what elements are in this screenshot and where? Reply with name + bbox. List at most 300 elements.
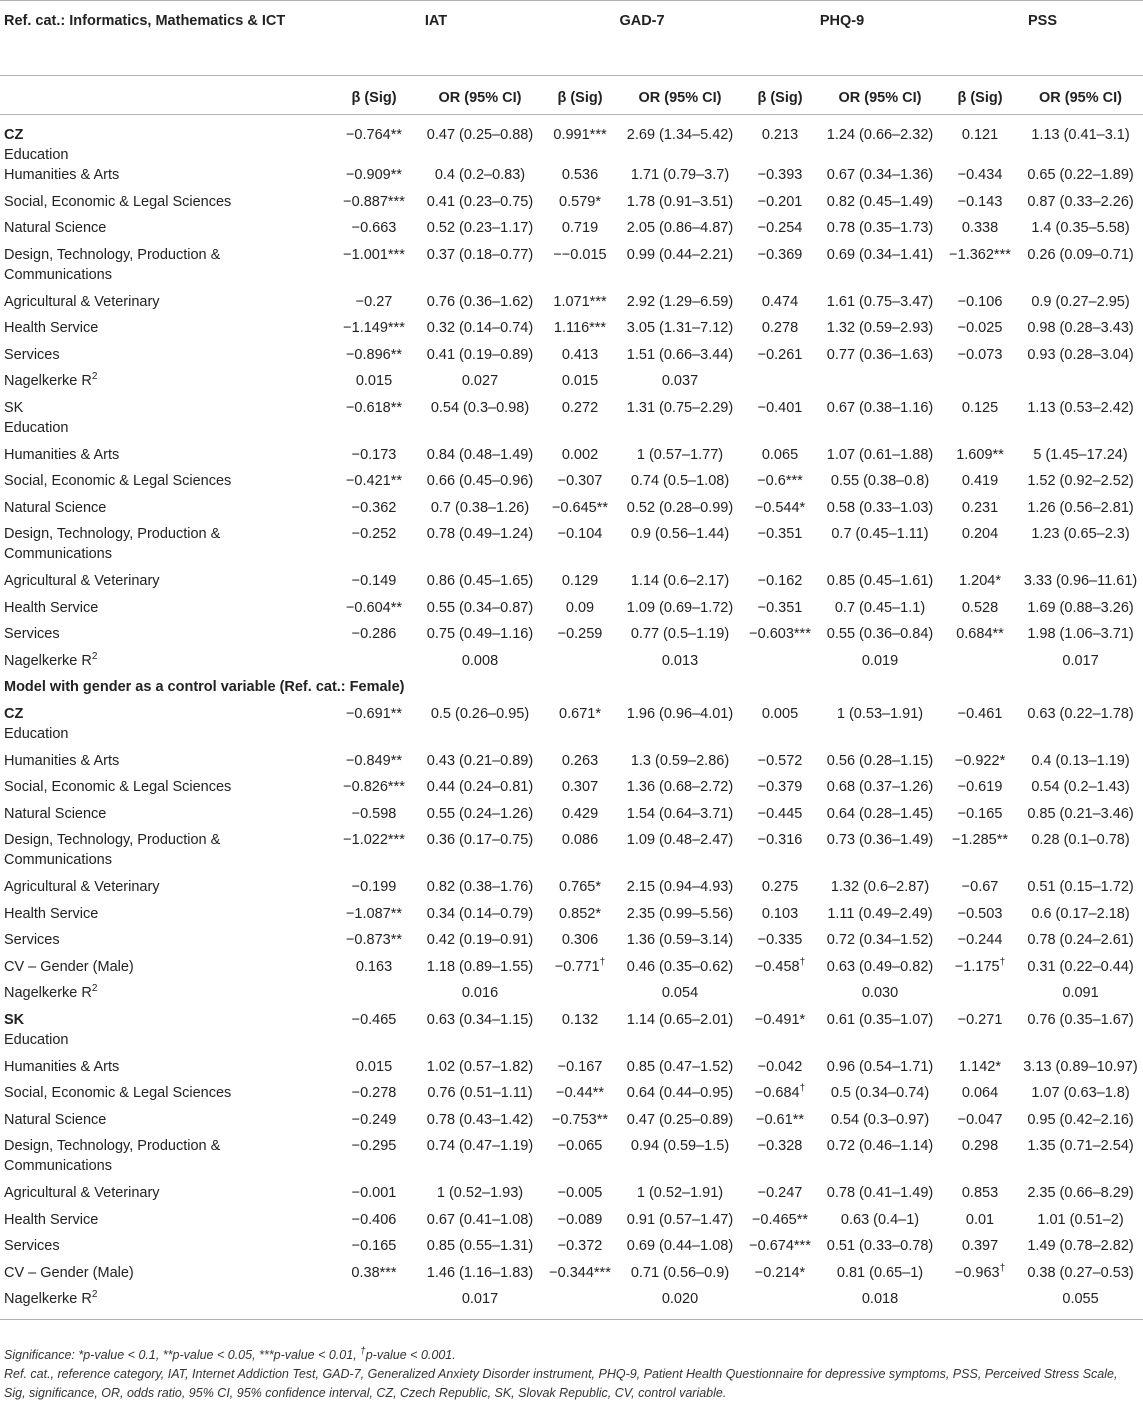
beta-cell: 0.231 [961,499,999,516]
table-row [0,1110,1143,1137]
table-row [0,930,1143,957]
or-cell: 1.31 (0.75–2.29) [626,399,734,416]
or-header: OR (95% CI) [438,90,522,106]
beta-cell: −0.261 [757,346,803,363]
row-sublabel: Education [4,419,69,436]
beta-cell: −0.544* [754,499,806,516]
or-cell: 0.66 (0.45–0.96) [426,473,534,489]
or-cell: 0.51 (0.33–0.78) [826,1238,934,1254]
or-cell: 1.07 (0.61–1.88) [826,446,934,463]
or-cell: 0.018 [861,1291,899,1307]
beta-cell: −0.619 [957,779,1003,795]
row-label: Humanities & Arts [4,1058,120,1075]
or-cell: 0.95 (0.42–2.16) [1027,1111,1134,1128]
or-cell: 1.71 (0.79–3.7) [630,167,730,183]
beta-cell: −−0.015 [553,246,607,263]
row-label: Services [4,932,60,948]
or-cell: 0.037 [661,373,699,389]
or-cell: 0.7 (0.45–1.11) [831,526,929,542]
beta-cell: −0.61** [756,1111,804,1128]
table-row [0,1010,1143,1057]
or-cell: 1.13 (0.53–2.42) [1027,399,1134,416]
beta-cell [330,983,418,1010]
or-cell: 5 (1.45–17.24) [1033,446,1128,463]
beta-cell: 0.213 [761,127,799,143]
or-cell: 0.78 (0.35–1.73) [826,220,934,236]
table-row [0,598,1143,625]
or-cell: 1.14 (0.65–2.01) [626,1011,734,1028]
or-cell: 1.32 (0.6–2.87) [830,879,930,895]
or-cell: 1.51 (0.66–3.44) [626,346,734,363]
row-label: Natural Science [4,1111,107,1128]
beta-cell: −1.149*** [343,320,405,336]
or-cell: 0.32 (0.14–0.74) [426,320,534,336]
table-row [0,957,1143,984]
beta-cell: 0.278 [761,320,799,336]
or-cell: 1.01 (0.51–2) [1037,1211,1124,1228]
or-cell: 0.75 (0.49–1.16) [426,626,534,642]
beta-cell: −0.379 [757,779,803,795]
header-row-columns [0,76,1143,115]
beta-cell: −0.887*** [343,193,405,210]
beta-cell: 0.719 [561,220,599,236]
row-label: SK Education [0,1010,330,1057]
or-cell: 0.63 (0.22–1.78) [1027,705,1134,722]
beta-cell: 0.38*** [351,1264,397,1281]
table-row [0,471,1143,498]
row-sublabel: Education [4,725,69,742]
table-row [0,371,1143,398]
table-row [0,498,1143,525]
row-label: Nagelkerke $R^2$ [4,650,98,669]
beta-cell: 0.09 [565,599,595,616]
row-label: Services [4,626,60,642]
row-label: CV – Gender (Male) [4,1264,134,1281]
beta-cell: −0.278 [351,1085,397,1101]
or-cell: 0.72 (0.46–1.14) [826,1138,934,1154]
or-cell: 0.76 (0.51–1.11) [427,1085,533,1101]
or-cell: 0.9 (0.27–2.95) [1031,293,1130,310]
table-row [0,830,1143,877]
or-cell: 0.98 (0.28–3.43) [1027,320,1134,336]
beta-cell: −0.025 [957,320,1003,336]
or-cell: 0.85 (0.21–3.46) [1027,805,1134,822]
beta-cell: 0.015 [355,1058,393,1075]
row-label: Health Service [4,1211,99,1228]
beta-cell: −0.001 [351,1185,397,1201]
table-row [0,398,1143,445]
beta-cell: −1.175† [954,956,1006,975]
section-label: Model with gender as a control variable (Ref. cat.: Female) [4,679,405,695]
or-cell: 1.32 (0.59–2.93) [826,320,934,336]
or-cell: 0.34 (0.14–0.79) [426,905,534,922]
or-cell: 0.63 (0.49–0.82) [826,958,934,975]
table-row [0,218,1143,245]
row-label: Humanities & Arts [4,446,120,463]
beta-cell: −0.764** [345,127,403,143]
beta-cell [542,651,618,678]
or-cell: 0.64 (0.28–1.45) [826,805,934,822]
or-cell: 1.26 (0.56–2.81) [1027,499,1134,516]
beta-cell: 0.103 [761,905,799,922]
or-cell: 1.35 (0.71–2.54) [1027,1138,1134,1154]
group-header-phq9: PHQ-9 [819,13,865,29]
or-cell: 2.05 (0.86–4.87) [626,220,734,236]
beta-cell: −0.316 [757,832,803,848]
beta-cell: −0.458† [754,956,806,975]
beta-cell: −0.461 [957,705,1003,722]
beta-cell: −0.44** [556,1085,604,1101]
beta-cell: −0.465 [351,1011,397,1028]
beta-cell: 0.129 [561,573,599,589]
beta-cell: −0.214* [754,1264,806,1281]
or-cell: 0.67 (0.38–1.16) [826,399,934,416]
table-row [0,1057,1143,1084]
beta-cell: −0.849** [345,752,403,769]
beta-cell [542,983,618,1010]
header-row-groups [0,1,1143,76]
beta-cell: 0.429 [561,805,599,822]
beta-cell: −0.674*** [749,1238,811,1254]
or-cell: 0.5 (0.34–0.74) [830,1085,930,1101]
or-cell: 1 (0.52–1.93) [436,1185,524,1201]
beta-cell: −0.401 [757,399,803,416]
beta-cell: 0.086 [561,832,599,848]
beta-cell: 0.307 [561,779,599,795]
or-cell: 1.78 (0.91–3.51) [626,193,734,210]
or-header: OR (95% CI) [1039,90,1123,106]
beta-cell: −0.873** [345,932,403,948]
beta-cell: −0.165 [351,1238,397,1254]
beta-cell [330,1289,418,1320]
or-cell: 0.78 (0.43–1.42) [426,1111,534,1128]
beta-cell: 0.298 [961,1138,999,1154]
row-sublabel: Education [4,1031,69,1048]
or-cell: 0.55 (0.38–0.8) [830,473,930,489]
beta-cell: −1.285** [951,832,1009,848]
beta-cell: −0.434 [957,167,1003,183]
row-label: Nagelkerke $R^2$ [4,371,98,389]
or-header: OR (95% CI) [838,90,922,106]
beta-cell: −0.259 [557,626,603,642]
table-row [0,345,1143,372]
table-row [0,571,1143,598]
or-cell: 0.42 (0.19–0.91) [426,932,534,948]
beta-cell: 1.142* [959,1058,1001,1075]
or-cell: 0.019 [861,652,899,669]
beta-cell: −0.271 [957,1011,1003,1028]
beta-cell [542,1289,618,1320]
table-row [0,624,1143,651]
beta-cell: −0.042 [757,1058,803,1075]
or-cell: 3.05 (1.31–7.12) [626,320,734,336]
table-row [0,115,1143,166]
beta-cell: −0.406 [351,1211,397,1228]
row-label: Social, Economic & Legal Sciences [4,193,232,210]
beta-cell: −0.335 [757,932,803,948]
beta-cell: −1.001*** [343,246,405,263]
or-cell: 0.36 (0.17–0.75) [426,832,534,848]
beta-cell: −0.199 [351,879,397,895]
or-cell: 0.77 (0.5–1.19) [630,626,730,642]
or-cell: 0.41 (0.19–0.89) [426,346,534,363]
or-cell: 0.77 (0.36–1.63) [826,346,934,363]
beta-cell: 0.536 [561,167,599,183]
beta-cell: −0.162 [757,573,803,589]
table-row [0,1210,1143,1237]
beta-cell: 0.005 [761,705,799,722]
beta-cell: 0.765* [559,879,601,895]
beta-cell: −0.073 [957,346,1003,363]
beta-cell: 1.116*** [553,320,607,336]
beta-cell [942,651,1018,678]
or-cell: 2.92 (1.29–6.59) [626,293,734,310]
or-cell: 0.55 (0.24–1.26) [426,805,534,822]
beta-cell: −0.254 [757,220,803,236]
table-row [0,1263,1143,1290]
beta-cell: −0.67 [961,879,999,895]
beta-cell: −0.663 [351,220,397,236]
or-cell: 0.054 [661,985,699,1001]
or-cell: 0.67 (0.41–1.08) [426,1211,534,1228]
or-cell [1018,371,1143,398]
or-cell: 0.67 (0.34–1.36) [826,167,934,183]
beta-cell: −0.307 [557,473,603,489]
beta-cell: −0.963† [954,1262,1006,1281]
row-label: Agricultural & Veterinary [4,879,160,895]
or-cell: 0.68 (0.37–1.26) [826,779,934,795]
beta-cell: −0.421** [345,473,403,489]
beta-cell: −0.503 [957,905,1003,922]
or-cell: 3.13 (0.89–10.97) [1023,1058,1138,1075]
or-cell: 0.030 [861,985,899,1001]
beta-cell: −0.047 [957,1111,1003,1128]
beta-cell: 0.125 [961,399,999,416]
beta-cell: −0.005 [557,1185,603,1201]
or-cell: 0.86 (0.45–1.65) [426,573,534,589]
or-cell: 0.47 (0.25–0.88) [426,127,534,143]
table-row [0,1083,1143,1110]
row-label: Services [4,346,60,363]
or-cell: 0.81 (0.65–1) [836,1264,924,1281]
beta-cell: 0.338 [961,220,999,236]
or-cell: 0.017 [1062,652,1099,669]
or-cell: 0.28 (0.1–0.78) [1031,832,1130,848]
row-label: Agricultural & Veterinary [4,1185,160,1201]
or-cell: 0.65 (0.22–1.89) [1027,167,1134,183]
beta-cell: −0.201 [757,193,803,210]
table-row [0,1136,1143,1183]
or-cell: 0.71 (0.56–0.9) [630,1264,730,1281]
row-label: Design, Technology, Production & Communications [4,1138,221,1174]
row-label: CZ Education [0,115,330,166]
or-cell: 0.73 (0.36–1.49) [826,832,934,848]
or-cell: 0.69 (0.44–1.08) [626,1238,734,1254]
table-row [0,777,1143,804]
or-cell: 1.49 (0.78–2.82) [1027,1238,1134,1254]
or-cell: 1.3 (0.59–2.86) [630,752,730,769]
table-row [0,804,1143,831]
beta-cell [742,371,818,398]
or-cell: 1.24 (0.66–2.32) [826,127,934,143]
row-label: Natural Science [4,805,107,822]
beta-cell: 0.204 [961,526,999,542]
table-row [0,245,1143,292]
beta-cell: 1.071*** [553,293,607,310]
beta-cell: 0.163 [355,958,393,975]
beta-cell: 0.01 [965,1211,995,1228]
or-cell: 0.020 [661,1291,699,1307]
row-label: Design, Technology, Production & Communications [4,246,221,283]
beta-cell: −0.244 [957,932,1003,948]
or-cell: 0.51 (0.15–1.72) [1027,879,1134,895]
beta-cell: −0.27 [355,293,393,310]
beta-cell: 0.065 [761,446,799,463]
beta-cell [942,371,1018,398]
row-label: Health Service [4,905,99,922]
row-label: Agricultural & Veterinary [4,293,160,310]
or-cell: 1.09 (0.48–2.47) [626,832,734,848]
empty-header-cell [0,76,330,115]
beta-cell: 0.064 [961,1085,999,1101]
or-cell: 2.69 (1.34–5.42) [626,127,734,143]
or-cell: 1.52 (0.92–2.52) [1027,473,1134,489]
section-row [0,677,1143,704]
beta-cell [942,1289,1018,1320]
or-cell: 0.54 (0.3–0.97) [830,1111,930,1128]
row-label: Design, Technology, Production & Communications [4,832,221,868]
or-cell: 0.091 [1062,985,1099,1001]
or-cell: 0.017 [461,1291,499,1307]
row-label: Social, Economic & Legal Sciences [4,1085,232,1101]
table-body [0,115,1143,1320]
beta-cell: −0.896** [345,346,403,363]
beta-cell: 0.121 [961,127,999,143]
beta-cell: −0.351 [757,526,803,542]
beta-cell: 0.853 [961,1185,999,1201]
or-cell: 1.09 (0.69–1.72) [626,599,734,616]
beta-cell: −0.6*** [757,473,803,489]
or-cell: 0.38 (0.27–0.53) [1027,1264,1134,1281]
beta-cell: −0.351 [757,599,803,616]
beta-cell: −0.618** [345,399,403,416]
row-label: Services [4,1238,60,1254]
table-row [0,318,1143,345]
beta-cell: −0.826*** [343,779,405,795]
or-cell: 0.93 (0.28–3.04) [1027,346,1134,363]
or-cell: 0.58 (0.33–1.03) [826,499,934,516]
table-row [0,445,1143,472]
beta-cell: 0.528 [961,599,999,616]
or-cell: 0.46 (0.35–0.62) [626,958,734,975]
or-cell: 0.99 (0.44–2.21) [626,246,734,263]
beta-cell: −0.143 [957,193,1003,210]
or-cell: 1.36 (0.68–2.72) [626,779,734,795]
or-cell: 0.41 (0.23–0.75) [426,193,534,210]
or-cell: 0.55 (0.36–0.84) [826,626,934,642]
or-cell: 2.35 (0.99–5.56) [626,905,734,922]
or-cell: 0.54 (0.2–1.43) [1031,779,1130,795]
or-cell: 0.61 (0.35–1.07) [826,1011,934,1028]
beta-cell: −0.572 [757,752,803,769]
or-cell: 1.13 (0.41–3.1) [1031,127,1130,143]
or-cell: 0.85 (0.55–1.31) [426,1238,534,1254]
beta-cell: −0.771† [554,956,606,975]
or-cell: 0.37 (0.18–0.77) [426,246,534,263]
beta-cell [330,651,418,678]
beta-cell: −0.344*** [549,1264,611,1281]
or-cell: 1.61 (0.75–3.47) [826,293,934,310]
group-header-gad7: GAD-7 [619,13,665,29]
row-label: Agricultural & Veterinary [4,573,160,589]
beta-cell [742,651,818,678]
or-cell: 1.96 (0.96–4.01) [626,705,734,722]
or-cell: 0.96 (0.54–1.71) [826,1058,934,1075]
beta-cell [942,983,1018,1010]
row-label: Humanities & Arts [4,752,120,769]
beta-cell: −0.684† [754,1083,806,1101]
beta-cell: −0.165 [957,805,1003,822]
beta-cell: −0.598 [351,805,397,822]
table-notes [4,1346,1139,1403]
beta-cell: 0.671* [559,705,601,722]
or-cell: 0.74 (0.5–1.08) [630,473,730,489]
or-cell: 3.33 (0.96–11.61) [1023,573,1138,589]
or-cell: 1.02 (0.57–1.82) [426,1058,534,1075]
table-row [0,292,1143,319]
ref-category-header: Ref. cat.: Informatics, Mathematics & ICT [4,13,286,29]
beta-cell: −0.445 [757,805,803,822]
table-row [0,904,1143,931]
or-cell: 0.78 (0.24–2.61) [1027,932,1134,948]
beta-cell: −0.286 [351,626,397,642]
or-cell: 0.76 (0.35–1.67) [1027,1011,1134,1028]
table-row [0,524,1143,571]
beta-cell: 0.015 [355,373,393,389]
or-cell [818,371,942,398]
or-cell: 0.055 [1062,1291,1099,1307]
beta-cell: 0.474 [761,293,799,310]
beta-cell: −0.089 [557,1211,603,1228]
or-cell: 0.31 (0.22–0.44) [1027,958,1134,975]
or-cell: 0.94 (0.59–1.5) [630,1138,730,1154]
or-cell: 0.69 (0.34–1.41) [826,246,934,263]
beta-cell [742,983,818,1010]
or-cell: 0.72 (0.34–1.52) [826,932,934,948]
table-row [0,983,1143,1010]
or-cell: 0.4 (0.2–0.83) [434,167,526,183]
or-cell: 0.54 (0.3–0.98) [430,399,530,416]
beta-cell: −0.922* [954,752,1006,769]
or-cell: 0.47 (0.25–0.89) [626,1111,734,1128]
beta-cell: −0.295 [351,1138,397,1154]
beta-cell: −0.173 [351,446,397,463]
beta-cell: 0.579* [559,193,601,210]
beta-cell: −0.247 [757,1185,803,1201]
row-label: Natural Science [4,220,107,236]
beta-cell: −1.362*** [949,246,1011,263]
beta-header: β (Sig) [757,90,803,106]
beta-cell: −0.603*** [749,626,811,642]
beta-cell: 1.204* [959,573,1001,589]
row-label: Health Service [4,320,99,336]
beta-cell: −0.252 [351,526,397,542]
or-cell: 0.7 (0.38–1.26) [430,499,530,516]
or-cell: 1.07 (0.63–1.8) [1031,1085,1130,1101]
or-cell: 0.74 (0.47–1.19) [426,1138,534,1154]
row-label: Health Service [4,599,99,616]
beta-cell: −0.604** [345,599,403,616]
